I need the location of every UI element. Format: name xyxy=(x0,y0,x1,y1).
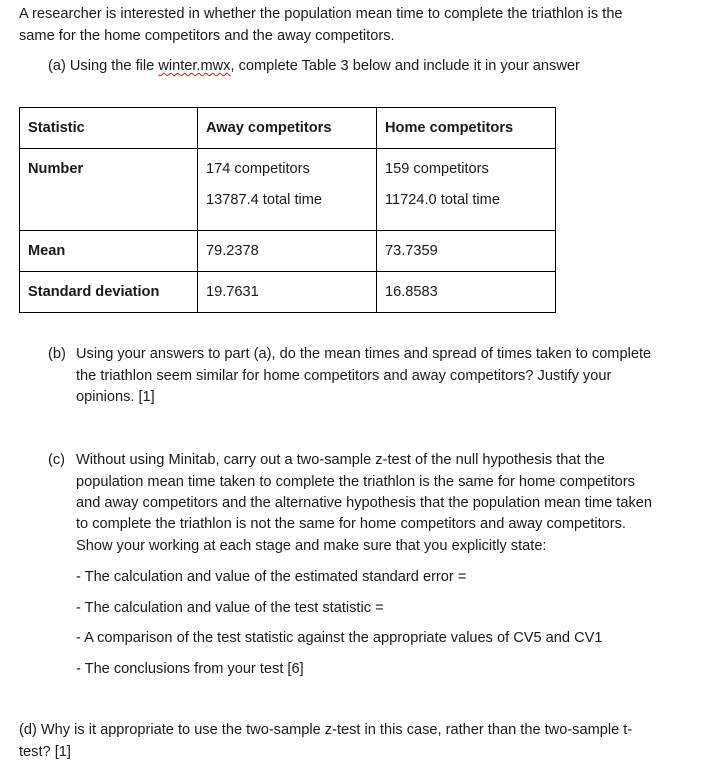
away-count: 174 competitors xyxy=(206,161,310,177)
part-c-line-4: to complete the triathlon is not the same for home competitors and away competitors. xyxy=(76,516,626,532)
part-b-line-2: the triathlon seem similar for home competitors and away competitors? Justify your xyxy=(76,368,612,384)
part-b-line-1: Using your answers to part (a), do the mean times and spread of times taken to complete xyxy=(76,346,652,362)
header-home: Home competitors xyxy=(377,108,556,149)
part-c-line-1: Without using Minitab, carry out a two-sample z-test of the null hypothesis that the xyxy=(76,452,605,468)
row-label-sd: Standard deviation xyxy=(20,272,198,313)
intro-line-1: A researcher is interested in whether the population mean time to complete the triathlon is the xyxy=(19,6,623,22)
cell-home-mean: 73.7359 xyxy=(377,231,556,272)
part-d-line-1: (d) Why is it appropriate to use the two-sample z-test in this case, rather than the two-sample t- xyxy=(19,722,633,738)
part-c-line-3: and away competitors and the alternative hypothesis that the population mean time taken xyxy=(76,495,652,511)
part-c-line-2: population mean time taken to complete the triathlon is the same for home competitors xyxy=(76,474,635,490)
filename-link: winter.mwx xyxy=(158,58,231,74)
intro-line-2: same for the home competitors and the away competitors. xyxy=(19,28,395,44)
cell-away-mean: 79.2378 xyxy=(198,231,377,272)
table-row-sd xyxy=(20,272,556,313)
part-c-marker: (c) xyxy=(48,452,66,468)
header-statistic: Statistic xyxy=(20,108,198,149)
home-count: 159 competitors xyxy=(385,161,489,177)
part-c-line-5: Show your working at each stage and make sure that you explicitly state: xyxy=(76,538,547,554)
table-row-number xyxy=(20,149,556,231)
part-c-bullet-3: - A comparison of the test statistic against the appropriate values of CV5 and CV1 xyxy=(76,630,603,646)
part-c-bullet-4: - The conclusions from your test [6] xyxy=(76,661,304,677)
part-b-marker: (b) xyxy=(48,346,66,362)
part-b-line-3: opinions. [1] xyxy=(76,389,155,405)
home-total: 11724.0 total time xyxy=(385,192,500,208)
cell-home-number xyxy=(377,149,556,231)
part-a-suffix: , complete Table 3 below and include it in your answer xyxy=(230,58,580,74)
statistics-table xyxy=(19,107,556,313)
row-label-number: Number xyxy=(20,149,198,231)
part-d-line-2: test? [1] xyxy=(19,744,71,760)
row-label-mean: Mean xyxy=(20,231,198,272)
table-header-row xyxy=(20,108,556,149)
header-away: Away competitors xyxy=(198,108,377,149)
part-c-bullet-2: - The calculation and value of the test statistic = xyxy=(76,600,384,616)
away-total: 13787.4 total time xyxy=(206,192,323,208)
cell-home-sd: 16.8583 xyxy=(377,272,556,313)
part-a-instruction xyxy=(48,57,580,75)
cell-away-sd: 19.7631 xyxy=(198,272,377,313)
table-row-mean xyxy=(20,231,556,272)
part-c-bullet-1: - The calculation and value of the estimated standard error = xyxy=(76,569,467,585)
cell-away-number xyxy=(198,149,377,231)
part-a-prefix: (a) Using the file xyxy=(48,58,159,74)
